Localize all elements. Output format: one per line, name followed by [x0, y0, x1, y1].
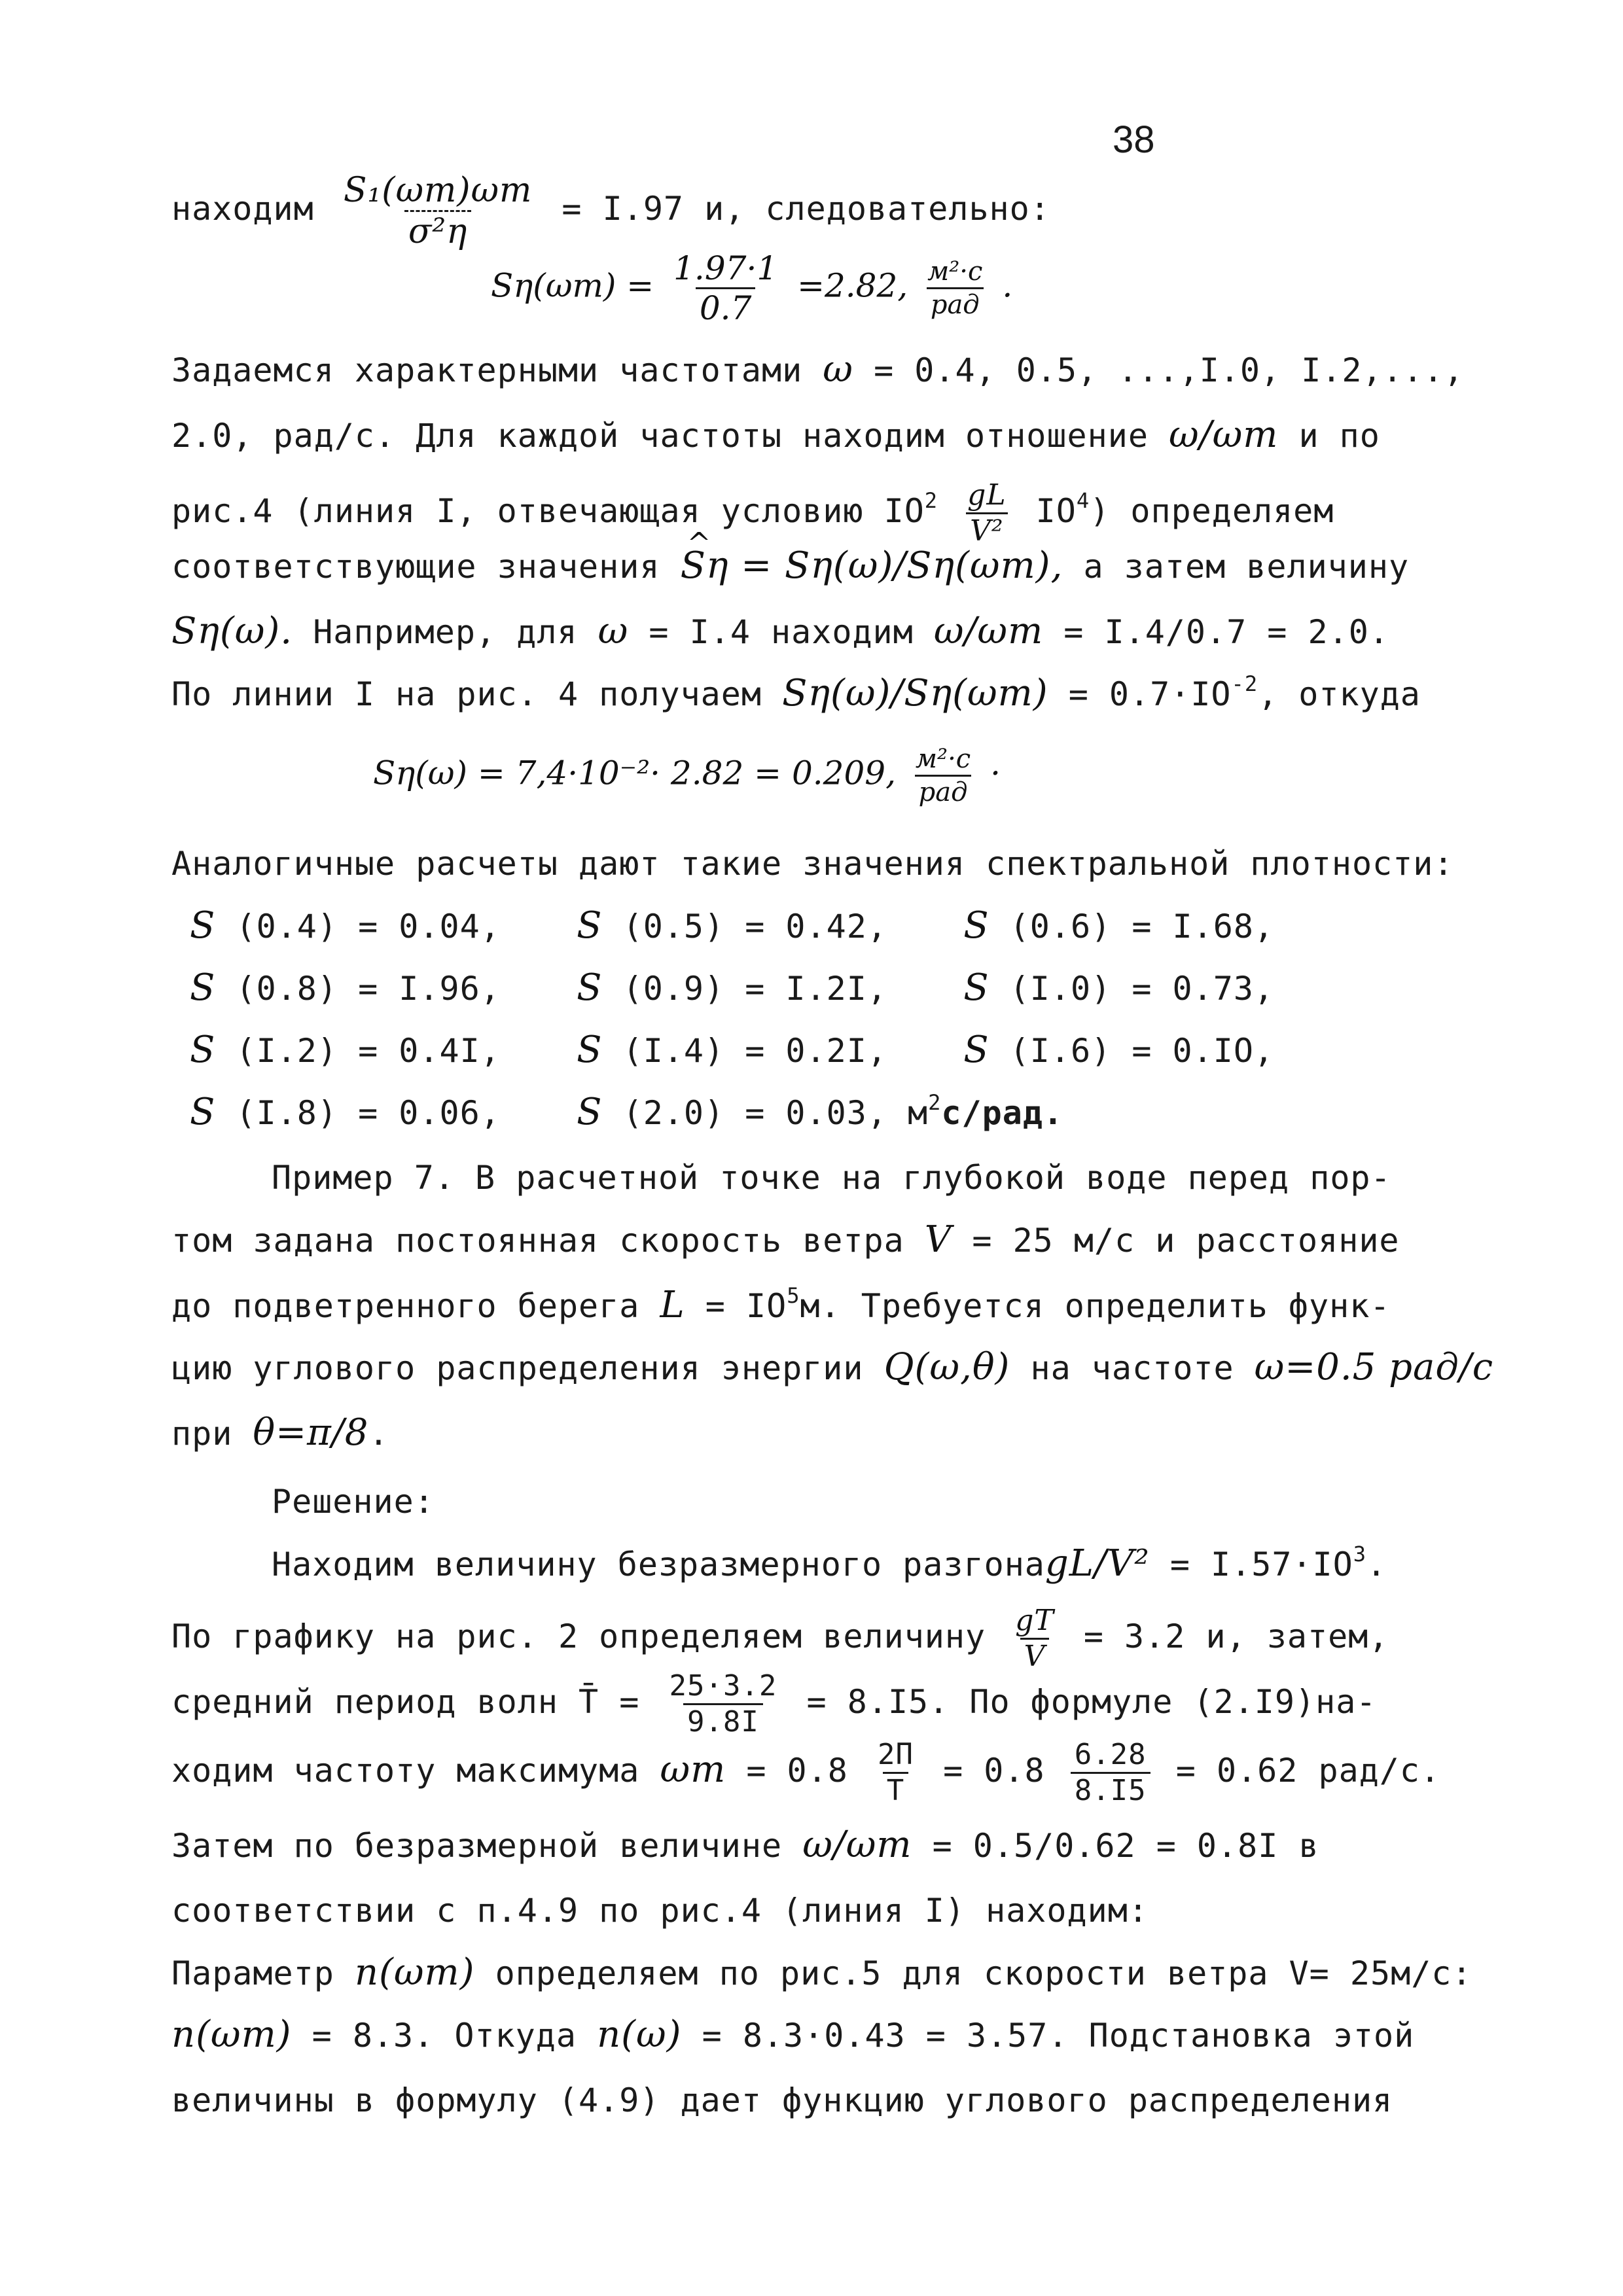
fraction-denominator: 8.I5 [1071, 1772, 1150, 1805]
text: Затем по безразмерной величине [171, 1827, 783, 1865]
line-3 [171, 350, 1464, 390]
value-text: (0.6) = I.68, [1009, 908, 1275, 945]
spectrum-value [963, 904, 1275, 947]
superscript: 3 [1353, 1542, 1367, 1566]
fraction-numerator: 6.28 [1074, 1738, 1147, 1771]
omega-symbol: ω [597, 610, 629, 652]
spectrum-row-3 [190, 1031, 1274, 1070]
s-symbol: S [190, 904, 216, 947]
line-7 [171, 612, 1389, 652]
text: = 0.4, 0.5, ...,I.0, I.2,..., [874, 351, 1465, 389]
superscript: 5 [787, 1283, 800, 1308]
dot: · [990, 754, 1001, 792]
spectrum-value [190, 906, 556, 946]
s-symbol: S [190, 1091, 216, 1133]
value-text: (I.6) = 0.IO, [1009, 1032, 1275, 1070]
s-symbol: S [577, 966, 603, 1009]
text: 2.0, рад/с. Для каждой частоты находим отношение [171, 417, 1149, 455]
text: том задана постоянная скорость ветра [171, 1222, 904, 1260]
unit-numerator: м²·с [927, 256, 983, 287]
example-7-line-3 [171, 1283, 1391, 1326]
line-4 [171, 415, 1380, 455]
angle-value: θ=π/8 [253, 1411, 369, 1454]
text: По линии I на рис. 4 получаем [171, 675, 762, 713]
text: = 8.3·0.43 = 3.57. Подстановка этой [702, 2017, 1415, 2055]
text: средний период волн T̄ = [171, 1683, 640, 1721]
parameter-n-symbol: n(ωm) [354, 1951, 475, 1994]
value-text: (2.0) = 0.03, м [622, 1094, 929, 1132]
text: соответствующие значения [171, 548, 660, 586]
spectrum-symbol: Sη(ω). [171, 610, 293, 652]
s-symbol: S [190, 1029, 216, 1071]
solution-line-8 [171, 2015, 1414, 2055]
text: соответствии с п.4.9 по рис.4 (линия I) находим: [171, 1892, 1149, 1930]
s-symbol: S [577, 1091, 603, 1133]
text: находим [171, 190, 314, 228]
page-number: 38 [1113, 118, 1155, 161]
fraction-denominator: T [883, 1772, 909, 1805]
spectrum-value [577, 1031, 943, 1070]
text: = 0.5/0.62 = 0.8I в [932, 1827, 1319, 1865]
text: при [171, 1415, 233, 1453]
s-symbol: S [190, 966, 216, 1009]
fraction-numerator: gT [1015, 1604, 1054, 1637]
omega-ratio: ω/ωm [802, 1824, 912, 1866]
text: = I.4 находим [649, 613, 914, 651]
text: ) определяем [1090, 492, 1334, 530]
fraction-numerator: 25·3.2 [669, 1669, 777, 1703]
formula-result: =2.82, [797, 266, 908, 305]
solution-heading [272, 1482, 435, 1521]
text: определяем по рис.5 для скорости ветра V= 25м/с: [495, 1954, 1472, 1992]
text: цию углового распределения энергии [171, 1349, 864, 1387]
fraction [669, 249, 781, 327]
superscript: 4 [1076, 488, 1090, 513]
text: величины в формулу (4.9) дает функцию углового распределения [171, 2081, 1393, 2119]
value-text: (0.4) = 0.04, [236, 908, 501, 945]
spectrum-value [577, 1090, 1064, 1133]
spectrum-value [963, 1029, 1275, 1071]
unit-denominator: рад [915, 775, 972, 805]
fraction-2pi-T [874, 1740, 918, 1805]
dot: . [1002, 266, 1013, 305]
s-symbol: S [963, 904, 990, 947]
line-5 [171, 478, 1334, 548]
parameter-n-symbol: n(ωm) [171, 2013, 292, 2056]
text: = I.97 и, следовательно: [562, 190, 1050, 228]
text: = 0.8 [746, 1752, 848, 1790]
text: а затем величину [1083, 548, 1410, 586]
text: , откуда [1258, 675, 1421, 713]
unit-numerator: м²·с [915, 744, 971, 774]
solution-line-1 [272, 1544, 1387, 1584]
angular-function-symbol: Q(ω,θ) [883, 1346, 1010, 1388]
value-text: (0.5) = 0.42, [622, 908, 887, 945]
text: м. Требуется определить функ- [800, 1287, 1391, 1325]
fraction-period [665, 1669, 781, 1739]
text: IO [1035, 492, 1077, 530]
formula-body: Sη(ω) = 7,4·10⁻²· 2.82 = 0.209, [373, 754, 896, 792]
text: = I.4/0.7 = 2.0. [1063, 613, 1389, 651]
s-symbol: S [577, 1029, 603, 1071]
spectrum-row-4 [190, 1090, 1064, 1133]
line-10 [171, 844, 1454, 883]
frequency-value: ω=0.5 рад/с [1254, 1346, 1494, 1388]
omega-ratio: ω/ωm [1169, 414, 1279, 456]
fraction-denominator: V² [966, 512, 1007, 546]
spectrum-row-1 [190, 906, 1274, 946]
superscript: 2 [924, 488, 938, 513]
fraction-numerator: 1.97·1 [673, 249, 778, 287]
text: = I.57·IO [1169, 1545, 1353, 1583]
value-text: (0.9) = I.2I, [622, 970, 887, 1008]
value-text: (I.8) = 0.06, [236, 1094, 501, 1132]
fraction-denominator: 0.7 [696, 287, 756, 325]
text: рис.4 (линия I, отвечающая условию IO [171, 492, 925, 530]
line-1 [171, 173, 1050, 249]
text: Решение: [272, 1483, 435, 1521]
text: = IO [705, 1287, 787, 1325]
unit-fraction [912, 746, 974, 805]
solution-line-6 [171, 1891, 1149, 1930]
text: = 3.2 и, затем, [1083, 1617, 1389, 1655]
spectrum-value [190, 1031, 556, 1070]
text: и по [1298, 417, 1380, 455]
omega-symbol: ω [823, 348, 853, 391]
text: Например, для [313, 613, 578, 651]
spectrum-ratio: Sη(ω)/Sη(ωm) [782, 672, 1048, 715]
text: = 8.I5. По формуле (2.I9)на- [806, 1683, 1377, 1721]
fetch-symbol: L [660, 1284, 685, 1326]
example-7-line-2 [171, 1220, 1400, 1260]
solution-line-7 [171, 1953, 1472, 1993]
omega-ratio: ω/ωm [933, 610, 1044, 652]
solution-line-9 [171, 2081, 1393, 2120]
spectrum-value [190, 1093, 556, 1133]
fraction-numerator: S₁(ωm)ωm [343, 171, 533, 210]
value-text: (I.0) = 0.73, [1009, 970, 1275, 1008]
solution-line-4 [171, 1740, 1440, 1805]
s-symbol: S [963, 966, 990, 1009]
spectrum-value [190, 968, 556, 1008]
spectrum-value [577, 906, 943, 946]
text: = 25 м/с и расстояние [972, 1222, 1400, 1260]
fraction-numerator: gL [967, 478, 1007, 512]
dot: . [368, 1415, 389, 1453]
fraction-numerator: 2Π [877, 1738, 914, 1771]
parameter-n-omega-symbol: n(ω) [597, 2013, 682, 2056]
fraction-denominator: σ²η [404, 210, 472, 249]
superscript: 2 [928, 1090, 942, 1115]
spectrum-value [577, 968, 943, 1008]
spectrum-value [963, 966, 1275, 1009]
solution-line-2 [171, 1606, 1389, 1671]
text: = 8.3. Откуда [312, 2017, 577, 2055]
spectrum-row-2 [190, 968, 1274, 1008]
text: Аналогичные расчеты дают такие значения спектральной плотности: [171, 845, 1454, 883]
unit-denominator: рад [927, 287, 984, 318]
fraction-gL-V2 [963, 478, 1010, 548]
text: Находим величину безразмерного разгона [272, 1545, 1045, 1583]
value-text: (I.4) = 0.2I, [622, 1032, 887, 1070]
line-6 [171, 546, 1409, 586]
fraction-denominator: 9.8I [683, 1703, 763, 1737]
formula-s-eta-wm [491, 249, 1013, 327]
normalized-spectrum: ^ Sη = Sη(ω)/Sη(ωm), [681, 546, 1063, 586]
text: . [1366, 1545, 1387, 1583]
omega-max-symbol: ωm [660, 1748, 726, 1791]
wind-speed-symbol: V [924, 1218, 952, 1261]
value-text: (I.2) = 0.4I, [236, 1032, 501, 1070]
value-text: (0.8) = I.96, [236, 970, 501, 1008]
s-symbol: S [577, 904, 603, 947]
fraction-6-28 [1071, 1740, 1150, 1805]
text: на частоте [1030, 1349, 1234, 1387]
unit-text: с/рад. [941, 1094, 1064, 1132]
fraction-denominator: V [1020, 1638, 1050, 1671]
text: = 0.8 [943, 1752, 1045, 1790]
superscript: -2 [1231, 671, 1258, 696]
text: = 0.62 рад/с. [1175, 1752, 1441, 1790]
fraction-spectral-ratio [340, 173, 536, 249]
text: = 0.7·IO [1068, 675, 1232, 713]
example-7-line-1 [272, 1158, 1391, 1197]
text: ходим частоту максимума [171, 1752, 640, 1790]
text: Задаемся характерными частотами [171, 351, 803, 389]
formula-s-eta-omega [373, 746, 1001, 805]
solution-line-5 [171, 1826, 1319, 1865]
unit-fraction [923, 258, 986, 318]
dimensionless-fetch: gL/V² [1044, 1542, 1150, 1585]
solution-line-3 [171, 1669, 1377, 1739]
text: По графику на рис. 2 определяем величину [171, 1617, 986, 1655]
fraction-gT-V [1011, 1606, 1058, 1671]
example-7-line-4 [171, 1348, 1493, 1388]
text: до подветренного берега [171, 1287, 640, 1325]
s-symbol: S [963, 1029, 990, 1071]
example-7-line-5 [171, 1413, 389, 1453]
line-8 [171, 671, 1421, 715]
formula-lhs: Sη(ωm) = [491, 266, 654, 305]
text: Параметр [171, 1954, 334, 1992]
text: Пример 7. В расчетной точке на глубокой воде перед пор- [272, 1159, 1391, 1197]
